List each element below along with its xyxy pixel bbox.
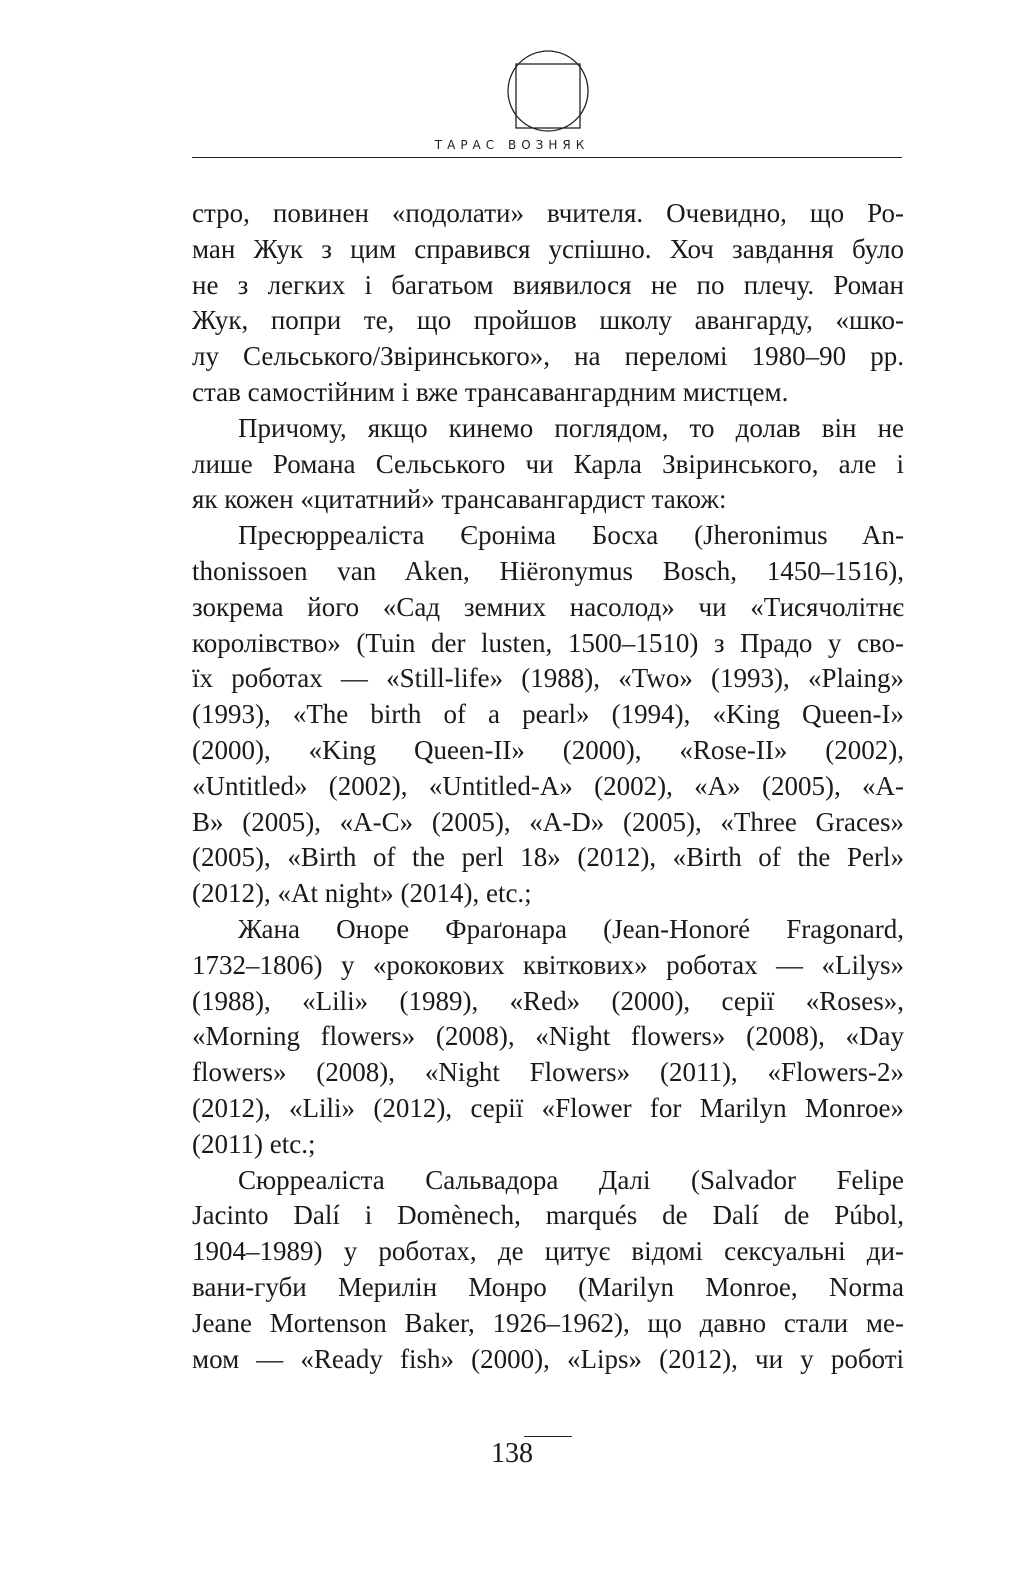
text-line: як кожен «цитатний» трансавангардист також:: [192, 484, 727, 515]
circle-square-logo-icon: [505, 48, 591, 134]
text-line: (1993), «The birth of a pearl» (1994), «King Queen-I»: [192, 699, 904, 730]
text-line: 1904–1989) у роботах, де цитує відомі сексуальні ди-: [192, 1236, 904, 1267]
text-line: 1732–1806) у «рококових квіткових» роботах — «Lilys»: [192, 949, 904, 980]
paragraph: [192, 912, 904, 1163]
text-line: (2000), «King Queen-II» (2000), «Rose-II» (2002),: [192, 734, 904, 765]
text-line: B» (2005), «A-C» (2005), «A-D» (2005), «Three Graces»: [192, 806, 904, 837]
text-line: Причому, якщо кинемо поглядом, то долав він не: [238, 412, 904, 443]
text-line: thonissoen van Aken, Hiëronymus Bosch, 1450–1516),: [192, 555, 904, 586]
text-line: вани-губи Мерилін Монро (Marilyn Monroe, Norma: [192, 1271, 904, 1302]
header-rule: [192, 157, 902, 158]
text-line: Jacinto Dalí i Domènech, marqués de Dalí de Púbol,: [192, 1200, 904, 1231]
text-line: Jeane Mortenson Baker, 1926–1962), що давно стали ме-: [192, 1307, 904, 1338]
text-line: (1988), «Lili» (1989), «Red» (2000), серії «Roses»,: [192, 985, 904, 1016]
text-line: Жук, попри те, що пройшов школу авангарду, «шко-: [192, 305, 904, 336]
text-line: Сюрреаліста Сальвадора Далі (Salvador Felipe: [238, 1164, 904, 1195]
text-line: (2005), «Birth of the perl 18» (2012), «Birth of the Perl»: [192, 842, 904, 873]
body-text: [192, 196, 904, 1377]
paragraph: [192, 1163, 904, 1378]
text-line: «Untitled» (2002), «Untitled-A» (2002), «A» (2005), «A-: [192, 770, 904, 801]
text-line: (2012), «Lili» (2012), серії «Flower for Marilyn Monroe»: [192, 1092, 904, 1123]
text-line: лу Сельського/Звіринського», на переломі 1980–90 рр.: [192, 341, 904, 372]
paragraph: [192, 518, 904, 912]
text-line: лише Романа Сельського чи Карла Звіринського, але і: [192, 448, 904, 479]
page-number-rule: [524, 1436, 572, 1437]
paragraph: [192, 196, 904, 411]
text-line: став самостійним і вже трансавангардним мистцем.: [192, 376, 789, 407]
running-head: ТАРАС ВОЗНЯК: [434, 138, 590, 152]
text-line: flowers» (2008), «Night Flowers» (2011), «Flowers-2»: [192, 1057, 904, 1088]
text-line: не з легких і багатьом виявилося не по плечу. Роман: [192, 269, 904, 300]
text-line: Жана Оноре Фраґонара (Jean-Honoré Fragonard,: [238, 913, 904, 944]
text-line: королівство» (Tuin der lusten, 1500–1510) з Прадо у сво-: [192, 627, 904, 658]
text-line: зокрема його «Сад земних насолод» чи «Тисячолітнє: [192, 591, 904, 622]
text-line: мом — «Ready fish» (2000), «Lips» (2012), чи у роботі: [192, 1343, 904, 1374]
text-line: стро, повинен «подолати» вчителя. Очевидно, що Ро-: [192, 198, 904, 228]
text-line: Пресюрреаліста Єроніма Босха (Jheronimus An-: [238, 520, 904, 551]
text-line: ман Жук з цим справився успішно. Хоч завдання було: [192, 233, 904, 264]
text-line: їх роботах — «Still-life» (1988), «Two» (1993), «Plaing»: [192, 663, 904, 694]
paragraph: [192, 411, 904, 518]
text-line: (2011) etc.;: [192, 1128, 316, 1159]
text-line: «Morning flowers» (2008), «Night flowers» (2008), «Day: [192, 1021, 904, 1052]
page-number: 138: [491, 1438, 533, 1469]
text-line: (2012), «At night» (2014), etc.;: [192, 878, 532, 909]
